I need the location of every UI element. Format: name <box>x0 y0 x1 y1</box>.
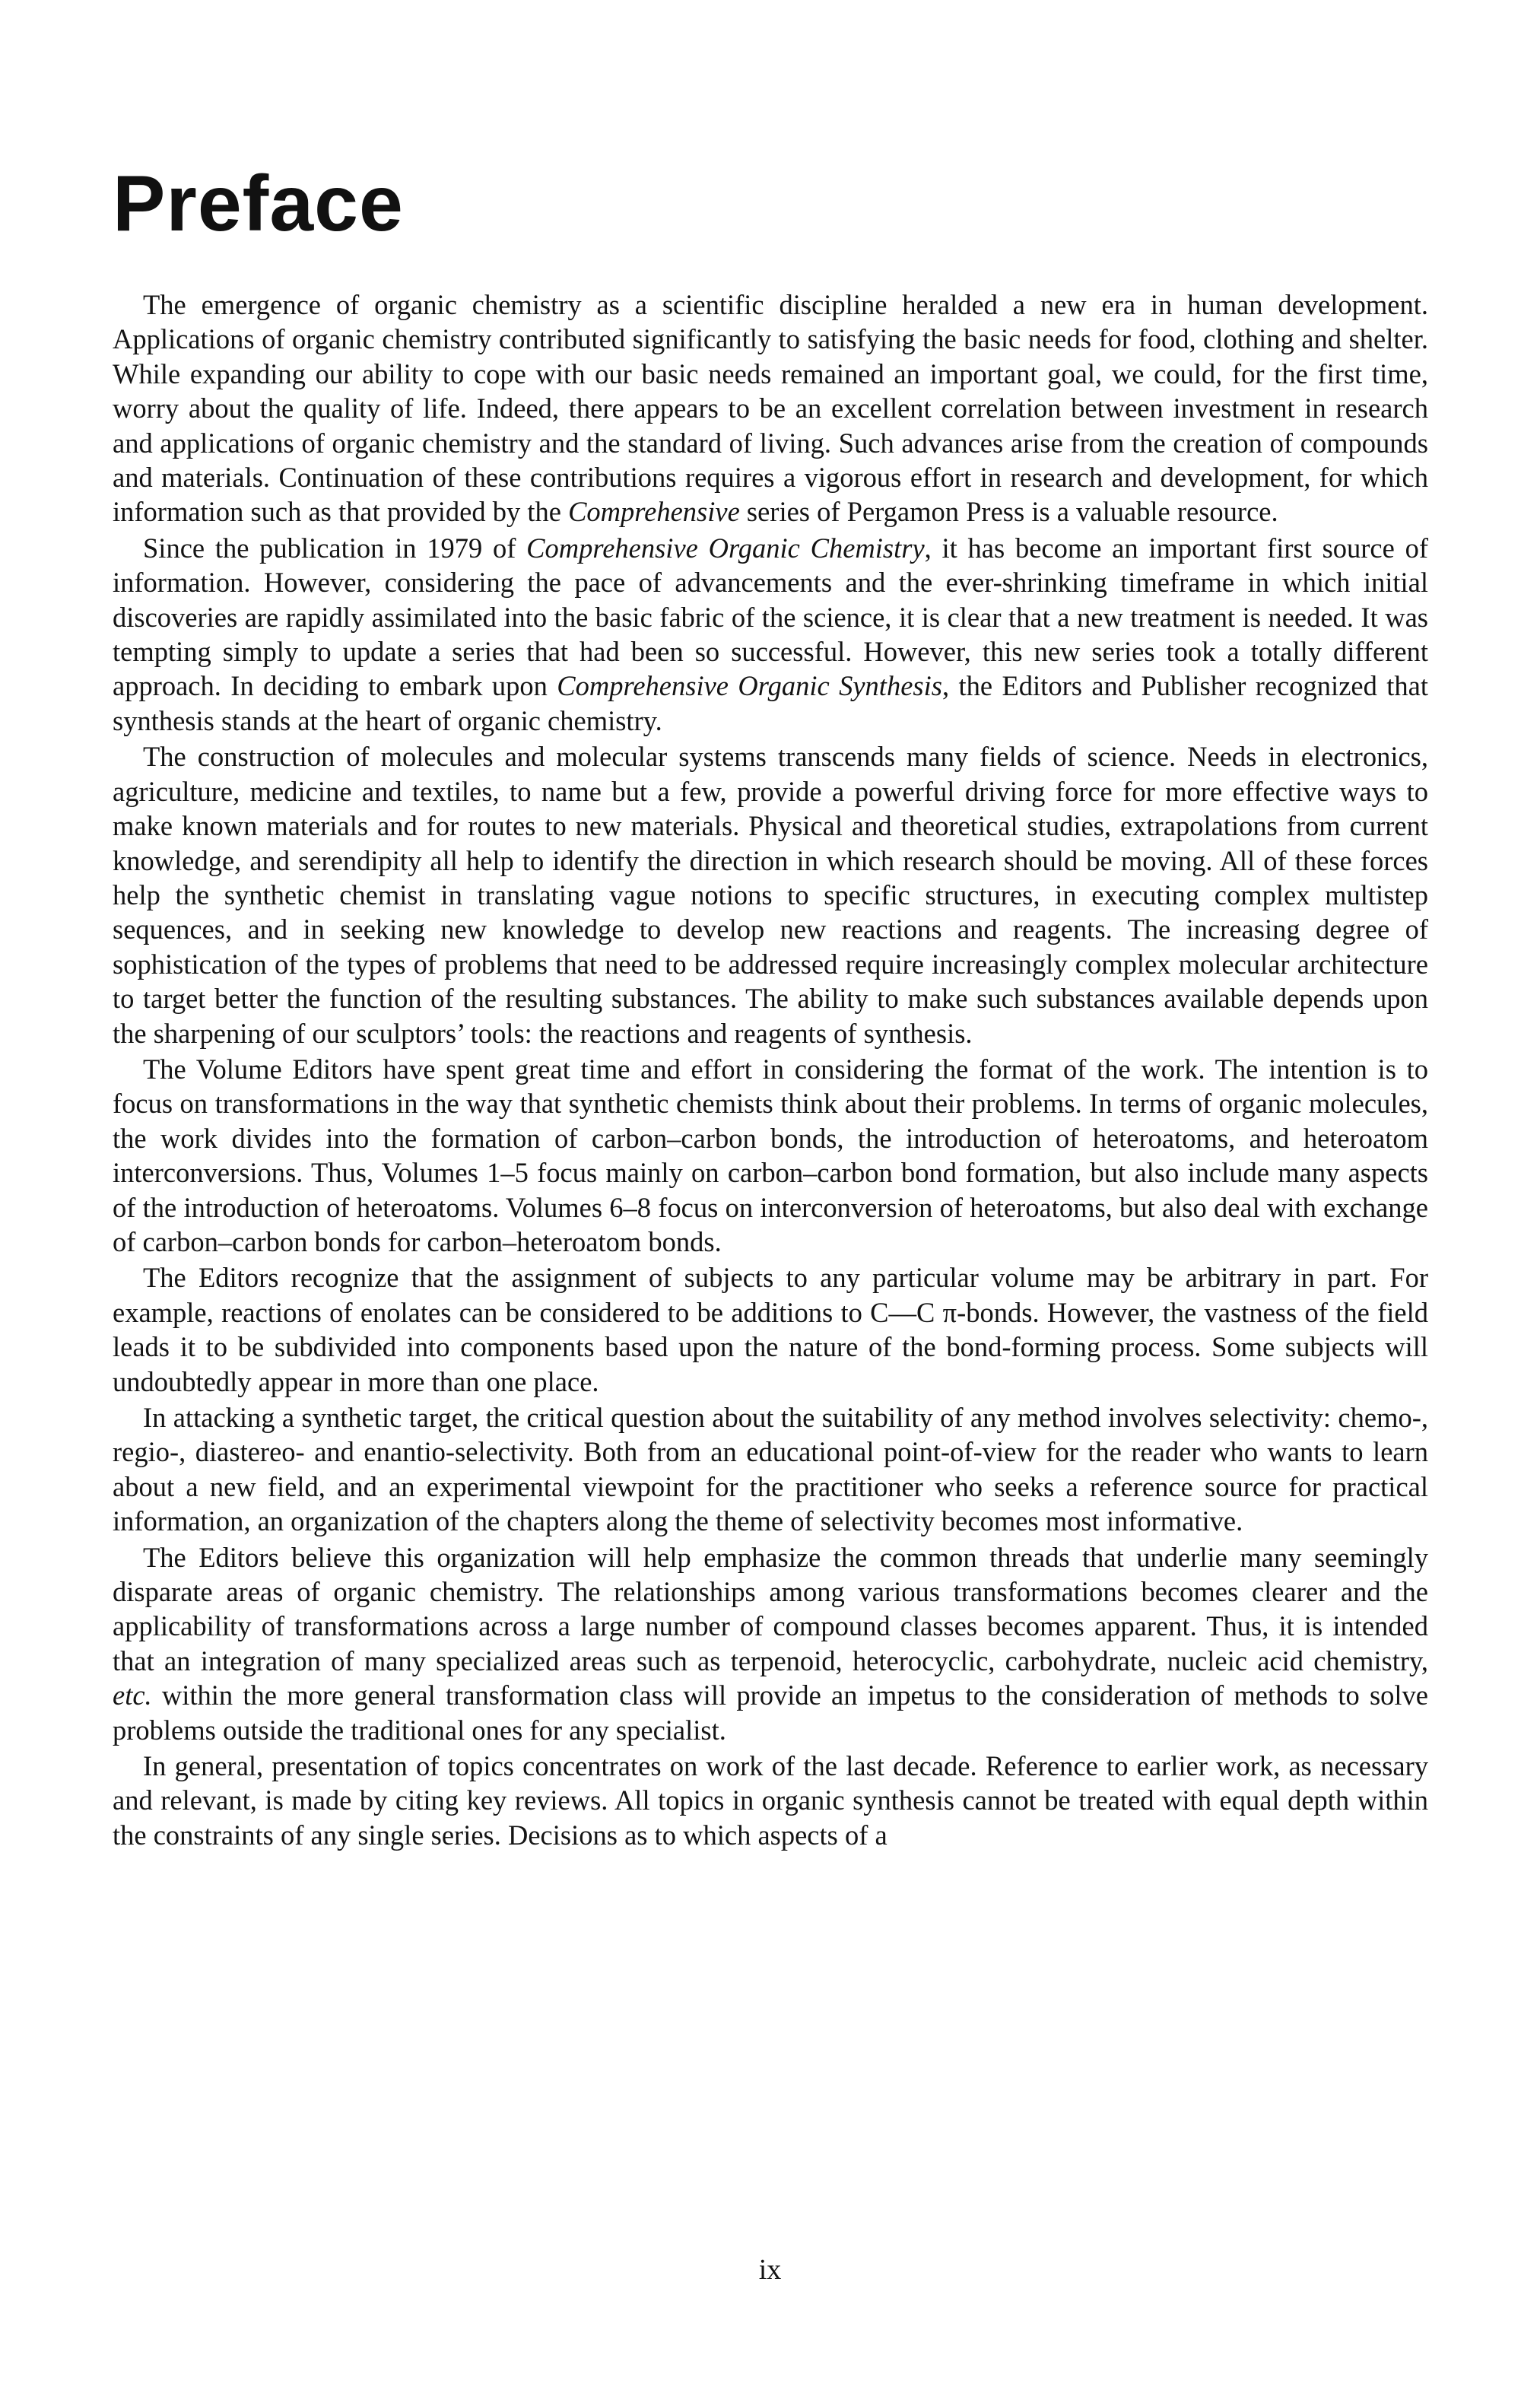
page-number: ix <box>758 2254 782 2286</box>
paragraph-1-italic-1: Comprehensive <box>568 496 740 528</box>
paragraph-3 <box>113 739 1428 1050</box>
paragraph-3-text-1: The construction of molecules and molecular systems transcends many fields of science. Needs in electronics, agriculture, medicine and textiles, to name but a few, provide a powerful driving force for more effective ways to make known materials and for routes to new materials. Physical and theoretical studies, extrapolations from current knowledge, and serendipity all help to identify the direction in which research should be moving. All of these forces help the synthetic chemist in translating vague notions to specific structures, in executing complex multistep sequences, and in seeking new knowledge to develop new reactions and reagents. The increasing degree of sophistication of the types of problems that need to be addressed require increasingly complex molecular architecture to target better the function of the resulting substances. The ability to make such substances available depends upon the sharpening of our sculptors’ tools: the reactions and reagents of synthesis. <box>113 741 1428 1049</box>
paragraph-7-italic-1: etc. <box>113 1679 152 1711</box>
paragraph-6-text-1: In attacking a synthetic target, the critical question about the suitability of any method involves selectivity: chemo-, regio-, diastereo- and enantio-selectivity. Both from an educational point-of-view for the reader who wants to learn about a new field, and an experimental viewpoint for the practitioner who seeks a reference source for practical information, an organization of the chapters along the theme of selectivity becomes most informative. <box>113 1402 1428 1537</box>
paragraph-6 <box>113 1400 1428 1539</box>
paragraph-8 <box>113 1749 1428 1852</box>
paragraph-8-text-1: In general, presentation of topics concentrates on work of the last decade. Reference to earlier work, as necessary and relevant, is made by citing key reviews. All topics in organic synthesis cannot be treated with equal depth within the constraints of any single series. Decisions as to which aspects of a <box>113 1750 1428 1851</box>
paragraph-2-text-3: , the Editors and Publisher recognized that synthesis stands at the heart of organic chemistry. <box>113 670 1428 736</box>
paragraph-7-text-1: The Editors believe this organization will help emphasize the common threads that underlie many seemingly disparate areas of organic chemistry. The relationships among various transformations becomes clearer and the applicability of transformations across a large number of compound classes becomes apparent. Thus, it is intended that an integration of many specialized areas such as terpenoid, heterocyclic, carbohydrate, nucleic acid chemistry, <box>113 1541 1428 1676</box>
paragraph-5-text-1: The Editors recognize that the assignment of subjects to any particular volume may be arbitrary in part. For example, reactions of enolates can be considered to be additions to C—C π-bonds. However, the vastness of the field leads it to be subdivided into components based upon the nature of the bond-forming process. Some subjects will undoubtedly appear in more than one place. <box>113 1262 1428 1397</box>
paragraph-5 <box>113 1260 1428 1399</box>
paragraph-4 <box>113 1052 1428 1259</box>
paragraph-1-text-1: The emergence of organic chemistry as a scientific discipline heralded a new era in human development. Applications of organic chemistry contributed significantly to satisfying the basic needs for food, clothing and shelter. While expanding our ability to cope with our basic needs remained an important goal, we could, for the first time, worry about the quality of life. Indeed, there appears to be an excellent correlation between investment in research and applications of organic chemistry and the standard of living. Such advances arise from the creation of compounds and materials. Continuation of these contributions requires a vigorous effort in research and development, for which information such as that provided by the <box>113 289 1428 528</box>
paragraph-4-text-1: The Volume Editors have spent great time and effort in considering the format of the work. The intention is to focus on transformations in the way that synthetic chemists think about their problems. In terms of organic molecules, the work divides into the formation of carbon–carbon bonds, the introduction of heteroatoms, and heteroatom interconversions. Thus, Volumes 1–5 focus mainly on carbon–carbon bond formation, but also include many aspects of the introduction of heteroatoms. Volumes 6–8 focus on interconversion of heteroatoms, but also deal with exchange of carbon–carbon bonds for carbon–heteroatom bonds. <box>113 1053 1428 1257</box>
paragraph-1 <box>113 288 1428 529</box>
preface-body <box>113 288 1428 1852</box>
paragraph-2-text-2: , it has become an important first source of information. However, considering the pace of advancements and the ever-shrinking timeframe in which initial discoveries are rapidly assimilated into the basic fabric of the science, it is clear that a new treatment is needed. It was tempting simply to update a series that had been so successful. However, this new series took a totally different approach. In deciding to embark upon <box>113 532 1428 702</box>
paragraph-2-italic-2: Comprehensive Organic Synthesis <box>557 670 942 702</box>
paragraph-7-text-2: within the more general transformation class will provide an impetus to the consideration of methods to solve problems outside the traditional ones for any specialist. <box>113 1679 1428 1746</box>
paragraph-1-text-2: series of Pergamon Press is a valuable resource. <box>739 496 1278 528</box>
paragraph-2 <box>113 531 1428 738</box>
paragraph-2-italic-1: Comprehensive Organic Chemistry <box>526 532 925 564</box>
page-title: Preface <box>113 160 404 248</box>
paragraph-2-text-1: Since the publication in 1979 of <box>143 532 527 564</box>
paragraph-7 <box>113 1540 1428 1747</box>
